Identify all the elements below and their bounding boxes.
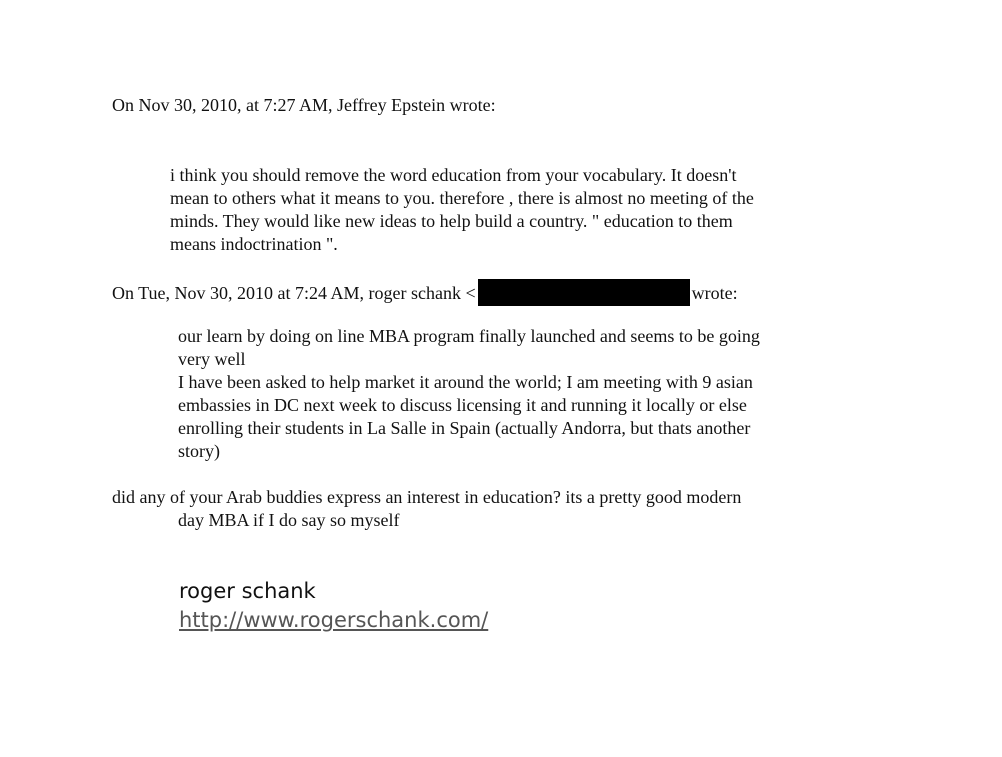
signature-name: roger schank <box>179 579 316 603</box>
signature-link[interactable]: http://www.rogerschank.com/ <box>179 608 489 632</box>
quote-line: means indoctrination ". <box>170 234 338 254</box>
quoted-message-epstein <box>170 164 830 256</box>
attribution-epstein: On Nov 30, 2010, at 7:27 AM, Jeffrey Epstein wrote: <box>112 95 496 115</box>
quoted-message-schank <box>178 325 838 463</box>
quote-line: mean to others what it means to you. therefore , there is almost no meeting of the <box>170 188 754 208</box>
attribution-schank-text: On Tue, Nov 30, 2010 at 7:24 AM, roger schank < <box>112 283 476 303</box>
quote-line: enrolling their students in La Salle in Spain (actually Andorra, but thats another <box>178 418 751 438</box>
attribution-schank <box>112 279 738 306</box>
redacted-email-address <box>478 279 690 306</box>
quote-line: very well <box>178 349 246 369</box>
quote-line: I have been asked to help market it around the world; I am meeting with 9 asian <box>178 372 753 392</box>
reply-line: day MBA if I do say so myself <box>178 510 400 530</box>
quote-line: embassies in DC next week to discuss licensing it and running it locally or else <box>178 395 747 415</box>
quote-line: i think you should remove the word education from your vocabulary. It doesn't <box>170 165 737 185</box>
quote-line: our learn by doing on line MBA program finally launched and seems to be going <box>178 326 760 346</box>
quote-line: story) <box>178 441 220 461</box>
attribution-schank-wrote: wrote: <box>691 283 738 303</box>
reply-line: did any of your Arab buddies express an interest in education? its a pretty good modern <box>112 487 742 507</box>
quote-line: minds. They would like new ideas to help build a country. " education to them <box>170 211 733 231</box>
